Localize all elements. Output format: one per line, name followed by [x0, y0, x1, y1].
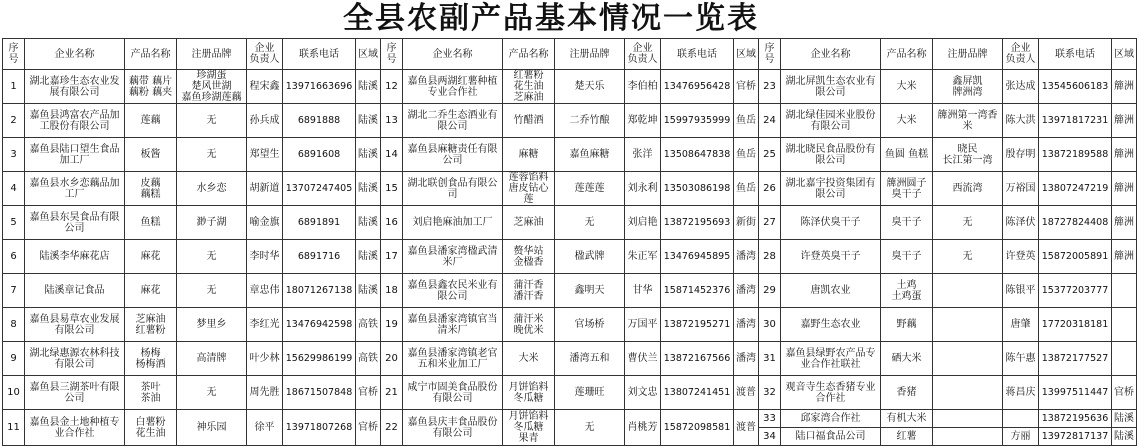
cell-company: 嘉鱼县绿野农产品专业合作社联社: [781, 342, 881, 376]
cell-index: 13: [381, 104, 403, 138]
cell-phone: 13476956428: [661, 70, 734, 104]
cell-area: 簰洲: [1112, 70, 1137, 104]
cell-index: 7: [3, 274, 25, 308]
cell-person: 肖桃芳: [625, 410, 661, 446]
header-company: 企业名称: [25, 39, 125, 70]
cell-phone: 13707247405: [283, 172, 356, 206]
cell-index: 26: [759, 172, 781, 206]
cell-phone: 13997511447: [1039, 376, 1112, 410]
header-area: 区域: [1112, 39, 1137, 70]
cell-index: 22: [381, 410, 403, 446]
cell-brand: 无: [555, 206, 625, 240]
cell-phone: 13971817231: [1039, 104, 1112, 138]
cell-product: 鱼糕: [125, 206, 177, 240]
cell-brand: 珍湖蛋 楚风世湖 嘉鱼珍湖莲藕: [177, 70, 247, 104]
header-company: 企业名称: [403, 39, 503, 70]
cell-index: 4: [3, 172, 25, 206]
cell-person: 方丽: [1003, 428, 1039, 446]
cell-company: 陆溪章记食品: [25, 274, 125, 308]
cell-person: 胡新道: [247, 172, 283, 206]
cell-company: 湖北绿惠源农林科技有限公司: [25, 342, 125, 376]
cell-index: 3: [3, 138, 25, 172]
cell-company: 观音寺生态香猪专业合作社: [781, 376, 881, 410]
header-index: 序号: [759, 39, 781, 70]
cell-index: 34: [759, 428, 781, 446]
cell-company: 嘉鱼县三湖茶叶有限公司: [25, 376, 125, 410]
cell-area: 陆溪: [356, 240, 381, 274]
cell-person: 甘华: [625, 274, 661, 308]
cell-phone: 18727824408: [1039, 206, 1112, 240]
cell-index: 1: [3, 70, 25, 104]
cell-company: 嘉鱼县鸿富农产品加工股份有限公司: [25, 104, 125, 138]
cell-index: 23: [759, 70, 781, 104]
cell-index: 21: [381, 376, 403, 410]
cell-product: 白薯粉 花生油: [125, 410, 177, 446]
header-brand: 注册品牌: [555, 39, 625, 70]
cell-index: 30: [759, 308, 781, 342]
cell-person: 曹伏兰: [625, 342, 661, 376]
cell-product: 芝麻油 红薯粉: [125, 308, 177, 342]
table-row: [3, 206, 1137, 240]
cell-brand: 无: [177, 274, 247, 308]
cell-phone: 6891891: [283, 206, 356, 240]
cell-brand: [933, 410, 1003, 428]
cell-product: 大米: [881, 104, 933, 138]
cell-index: 27: [759, 206, 781, 240]
cell-product: 月饼馅料 冬瓜糖 果青: [503, 410, 555, 446]
cell-brand: 无: [933, 206, 1003, 240]
cell-phone: 13508647838: [661, 138, 734, 172]
cell-brand: 无: [177, 376, 247, 410]
cell-brand: [933, 376, 1003, 410]
cell-brand: 簰洲第一湾香米: [933, 104, 1003, 138]
cell-product: 簰洲圆子 臭干子: [881, 172, 933, 206]
cell-index: 9: [3, 342, 25, 376]
cell-product: 大米: [881, 70, 933, 104]
table-row: [3, 240, 1137, 274]
cell-company: 嘉鱼县金土地种植专业合作社: [25, 410, 125, 446]
cell-area: 潘湾: [734, 342, 759, 376]
cell-company: 嘉鱼县两湖红薯种植专业合作社: [403, 70, 503, 104]
header-index: 序号: [3, 39, 25, 70]
cell-company: 陈泽伏臭干子: [781, 206, 881, 240]
cell-phone: 13807241451: [661, 376, 734, 410]
cell-phone: 13476945895: [661, 240, 734, 274]
cell-area: 鱼岳: [734, 104, 759, 138]
cell-phone: 15377203777: [1039, 274, 1112, 308]
cell-product: 有机大米: [881, 410, 933, 428]
cell-product: 麻糖: [503, 138, 555, 172]
cell-area: 陆溪: [1112, 410, 1137, 428]
cell-product: 茶叶 茶油: [125, 376, 177, 410]
cell-person: 万裕国: [1003, 172, 1039, 206]
cell-brand: 鑫屏凯 牌洲湾: [933, 70, 1003, 104]
cell-index: 28: [759, 240, 781, 274]
cell-product: 硒大米: [881, 342, 933, 376]
cell-company: 嘉鱼县潘家湾楹武清米厂: [403, 240, 503, 274]
cell-phone: 18671507848: [283, 376, 356, 410]
cell-product: 蒲汗香 潘汗香: [503, 274, 555, 308]
cell-company: 湖北二乔生态酒业有限公司: [403, 104, 503, 138]
cell-area: 簰洲: [1112, 104, 1137, 138]
cell-index: 12: [381, 70, 403, 104]
cell-company: 咸宁市固美食品股份有限公司: [403, 376, 503, 410]
cell-person: 郑乾坤: [625, 104, 661, 138]
cell-phone: 13971663696: [283, 70, 356, 104]
cell-person: 万国平: [625, 308, 661, 342]
table-row: [3, 138, 1137, 172]
cell-brand: 梦里乡: [177, 308, 247, 342]
cell-company: 湖北嘉珍生态农业发展有限公司: [25, 70, 125, 104]
cell-phone: 15997935999: [661, 104, 734, 138]
cell-person: 陈大洪: [1003, 104, 1039, 138]
cell-index: 31: [759, 342, 781, 376]
cell-area: 陆溪: [356, 70, 381, 104]
cell-company: 嘉鱼县东昊食品有限公司: [25, 206, 125, 240]
cell-product: 鱼圆 鱼糕: [881, 138, 933, 172]
cell-product: 香猪: [881, 376, 933, 410]
header-area: 区域: [734, 39, 759, 70]
cell-product: 土鸡 土鸡蛋: [881, 274, 933, 308]
cell-area: 簰洲: [1112, 172, 1137, 206]
cell-person: 李时华: [247, 240, 283, 274]
cell-brand: 莲莲莲: [555, 172, 625, 206]
cell-company: 嘉鱼县潘家湾镇官当清米厂: [403, 308, 503, 342]
table-row: [3, 376, 1137, 410]
cell-company: 嘉野生态农业: [781, 308, 881, 342]
cell-product: 莲藕: [125, 104, 177, 138]
cell-index: 5: [3, 206, 25, 240]
cell-person: 蒋昌庆: [1003, 376, 1039, 410]
cell-area: [1112, 308, 1137, 342]
cell-area: 陆溪: [356, 138, 381, 172]
cell-area: 陆溪: [356, 104, 381, 138]
cell-area: 陆溪: [356, 274, 381, 308]
cell-area: 簰洲: [1112, 206, 1137, 240]
table-row: [3, 274, 1137, 308]
cell-area: 陆溪: [356, 172, 381, 206]
cell-product: 皮藕 藕糕: [125, 172, 177, 206]
cell-brand: 无: [555, 410, 625, 446]
table-row: [3, 172, 1137, 206]
cell-phone: 6891608: [283, 138, 356, 172]
cell-index: 20: [381, 342, 403, 376]
cell-product: 板酱: [125, 138, 177, 172]
cell-index: 8: [3, 308, 25, 342]
cell-phone: 17720318181: [1039, 308, 1112, 342]
cell-person: 张达成: [1003, 70, 1039, 104]
cell-index: 17: [381, 240, 403, 274]
table-row: [3, 342, 1137, 376]
cell-phone: 13872195271: [661, 308, 734, 342]
cell-brand: 无: [177, 240, 247, 274]
table-row: [3, 70, 1137, 104]
cell-product: 莲蓉馅料 唐皮钻心莲: [503, 172, 555, 206]
header-phone: 联系电话: [283, 39, 356, 70]
header-phone: 联系电话: [661, 39, 734, 70]
cell-person: 程宋鑫: [247, 70, 283, 104]
cell-company: 湖北嘉宇投资集团有限公司: [781, 172, 881, 206]
cell-area: 渡普: [734, 376, 759, 410]
cell-company: 刘启艳麻油加工厂: [403, 206, 503, 240]
table-row: [3, 308, 1137, 342]
cell-product: 大米: [503, 342, 555, 376]
cell-phone: 13872195636: [1039, 410, 1112, 428]
cell-index: 33: [759, 410, 781, 428]
cell-index: 16: [381, 206, 403, 240]
cell-company: 嘉鱼县易草农业发展有限公司: [25, 308, 125, 342]
cell-index: 18: [381, 274, 403, 308]
cell-area: 官桥: [356, 410, 381, 446]
document-title: 全县农副产品基本情况一览表: [343, 1, 759, 36]
cell-person: 李红光: [247, 308, 283, 342]
cell-person: 刘文忠: [625, 376, 661, 410]
header-person: 企业 负责人: [625, 39, 661, 70]
cell-phone: 18071267138: [283, 274, 356, 308]
cell-company: 邱家湾合作社: [781, 410, 881, 428]
cell-index: 24: [759, 104, 781, 138]
cell-company: 湖北联创食品有限公司: [403, 172, 503, 206]
header-company: 企业名称: [781, 39, 881, 70]
cell-person: 叶少林: [247, 342, 283, 376]
cell-brand: 无: [933, 240, 1003, 274]
cell-brand: 水乡恋: [177, 172, 247, 206]
cell-index: 19: [381, 308, 403, 342]
cell-index: 15: [381, 172, 403, 206]
cell-phone: 6891888: [283, 104, 356, 138]
cell-product: 麻花: [125, 274, 177, 308]
cell-area: 鱼岳: [734, 138, 759, 172]
cell-index: 10: [3, 376, 25, 410]
cell-area: 高铁: [356, 308, 381, 342]
header-row: [3, 39, 1137, 70]
header-product: 产品名称: [503, 39, 555, 70]
cell-product: 野藕: [881, 308, 933, 342]
cell-company: 唐凯农业: [781, 274, 881, 308]
table-row: [3, 104, 1137, 138]
cell-company: 嘉鱼县鑫农民米业有限公司: [403, 274, 503, 308]
cell-brand: 晓民 长江第一湾: [933, 138, 1003, 172]
cell-brand: 无: [177, 138, 247, 172]
cell-area: [1112, 342, 1137, 376]
cell-phone: 15872098581: [661, 410, 734, 446]
cell-person: 许登英: [1003, 240, 1039, 274]
cell-brand: [933, 308, 1003, 342]
cell-company: 嘉鱼县陆口望生食品加工厂: [25, 138, 125, 172]
cell-product: 赘华站 金楹香: [503, 240, 555, 274]
cell-person: 陈午惠: [1003, 342, 1039, 376]
cell-product: 竹醋酒: [503, 104, 555, 138]
cell-area: 鱼岳: [734, 172, 759, 206]
cell-area: 官桥: [356, 376, 381, 410]
cell-phone: 13872167566: [661, 342, 734, 376]
cell-company: 陆口福食品公司: [781, 428, 881, 446]
cell-brand: 莲珊旺: [555, 376, 625, 410]
cell-index: 32: [759, 376, 781, 410]
cell-area: 潘湾: [734, 308, 759, 342]
cell-phone: 13971807268: [283, 410, 356, 446]
cell-area: 潘湾: [734, 240, 759, 274]
cell-index: 29: [759, 274, 781, 308]
cell-phone: 13872189588: [1039, 138, 1112, 172]
cell-person: 喻金旗: [247, 206, 283, 240]
cell-product: 月饼馅料 冬瓜糖: [503, 376, 555, 410]
table-row: [3, 410, 1137, 428]
cell-person: 刘永利: [625, 172, 661, 206]
cell-phone: 13807247219: [1039, 172, 1112, 206]
cell-index: 2: [3, 104, 25, 138]
cell-phone: 13476942598: [283, 308, 356, 342]
cell-company: 嘉鱼县麻糖责任有限公司: [403, 138, 503, 172]
cell-person: 刘启艳: [625, 206, 661, 240]
cell-phone: 13545606183: [1039, 70, 1112, 104]
cell-product: 杨梅 杨梅酒: [125, 342, 177, 376]
cell-company: 嘉鱼县庆丰食品股份有限公司: [403, 410, 503, 446]
cell-product: 红薯粉 花生油 芝麻油: [503, 70, 555, 104]
cell-brand: 无: [177, 104, 247, 138]
cell-brand: 官场桥: [555, 308, 625, 342]
cell-brand: 神乐园: [177, 410, 247, 446]
cell-area: [1112, 274, 1137, 308]
cell-area: 潘湾: [734, 274, 759, 308]
cell-phone: 15629986199: [283, 342, 356, 376]
header-brand: 注册品牌: [933, 39, 1003, 70]
cell-phone: 15872005891: [1039, 240, 1112, 274]
cell-area: 陆溪: [1112, 428, 1137, 446]
cell-company: 嘉鱼县潘家湾镇老官五和米业加工厂: [403, 342, 503, 376]
cell-person: 郑望生: [247, 138, 283, 172]
cell-company: 许登英臭干子: [781, 240, 881, 274]
cell-area: 新街: [734, 206, 759, 240]
cell-person: 陈银平: [1003, 274, 1039, 308]
cell-area: 官桥: [734, 70, 759, 104]
cell-index: 6: [3, 240, 25, 274]
cell-index: 14: [381, 138, 403, 172]
cell-area: 官桥: [1112, 376, 1137, 410]
cell-area: 渡普: [734, 410, 759, 446]
header-area: 区域: [356, 39, 381, 70]
cell-company: 陆溪李华麻花店: [25, 240, 125, 274]
cell-product: 藕带 藕片 藕粉 藕夹: [125, 70, 177, 104]
header-product: 产品名称: [125, 39, 177, 70]
cell-phone: 15871452376: [661, 274, 734, 308]
header-phone: 联系电话: [1039, 39, 1112, 70]
cell-brand: 楹武牌: [555, 240, 625, 274]
cell-brand: 潘湾五和: [555, 342, 625, 376]
cell-brand: 鑫明天: [555, 274, 625, 308]
cell-area: 陆溪: [356, 206, 381, 240]
cell-brand: 二乔竹酿: [555, 104, 625, 138]
cell-person: 周先胜: [247, 376, 283, 410]
cell-brand: 西流湾: [933, 172, 1003, 206]
cell-company: 湖北晓民食品股份有限公司: [781, 138, 881, 172]
cell-brand: [933, 274, 1003, 308]
cell-index: 11: [3, 410, 25, 446]
cell-area: 高铁: [356, 342, 381, 376]
cell-company: 湖北绿佳园米业股份有限公司: [781, 104, 881, 138]
cell-person: [1003, 410, 1039, 428]
cell-product: 麻花: [125, 240, 177, 274]
product-table: [2, 38, 1137, 446]
cell-phone: 13872177527: [1039, 342, 1112, 376]
cell-person: 徐平: [247, 410, 283, 446]
cell-index: 25: [759, 138, 781, 172]
cell-person: 章忠伟: [247, 274, 283, 308]
cell-brand: 渺子湖: [177, 206, 247, 240]
cell-company: 湖北屏凯生态农业有限公司: [781, 70, 881, 104]
cell-person: 朱正军: [625, 240, 661, 274]
header-index: 序号: [381, 39, 403, 70]
cell-phone: 13503086198: [661, 172, 734, 206]
cell-product: 臭干子: [881, 206, 933, 240]
cell-product: 红薯: [881, 428, 933, 446]
cell-phone: 13872195693: [661, 206, 734, 240]
cell-person: 孙兵成: [247, 104, 283, 138]
cell-product: 芝麻油: [503, 206, 555, 240]
cell-brand: 嘉鱼麻糖: [555, 138, 625, 172]
cell-person: 殷存明: [1003, 138, 1039, 172]
cell-person: 唐肇: [1003, 308, 1039, 342]
cell-phone: 13972817137: [1039, 428, 1112, 446]
cell-person: 李伯柏: [625, 70, 661, 104]
header-person: 企业 负责人: [1003, 39, 1039, 70]
cell-area: 簰洲: [1112, 240, 1137, 274]
cell-phone: 6891716: [283, 240, 356, 274]
header-product: 产品名称: [881, 39, 933, 70]
cell-person: 张洋: [625, 138, 661, 172]
cell-company: 嘉鱼县水乡恋藕品加工厂: [25, 172, 125, 206]
cell-brand: [933, 428, 1003, 446]
cell-brand: 高清牌: [177, 342, 247, 376]
cell-brand: 楚天乐: [555, 70, 625, 104]
cell-product: 臭干子: [881, 240, 933, 274]
header-brand: 注册品牌: [177, 39, 247, 70]
cell-brand: [933, 342, 1003, 376]
cell-area: 簰洲: [1112, 138, 1137, 172]
cell-person: 陈泽伏: [1003, 206, 1039, 240]
cell-product: 蒲汗米 晚优米: [503, 308, 555, 342]
header-person: 企业 负责人: [247, 39, 283, 70]
